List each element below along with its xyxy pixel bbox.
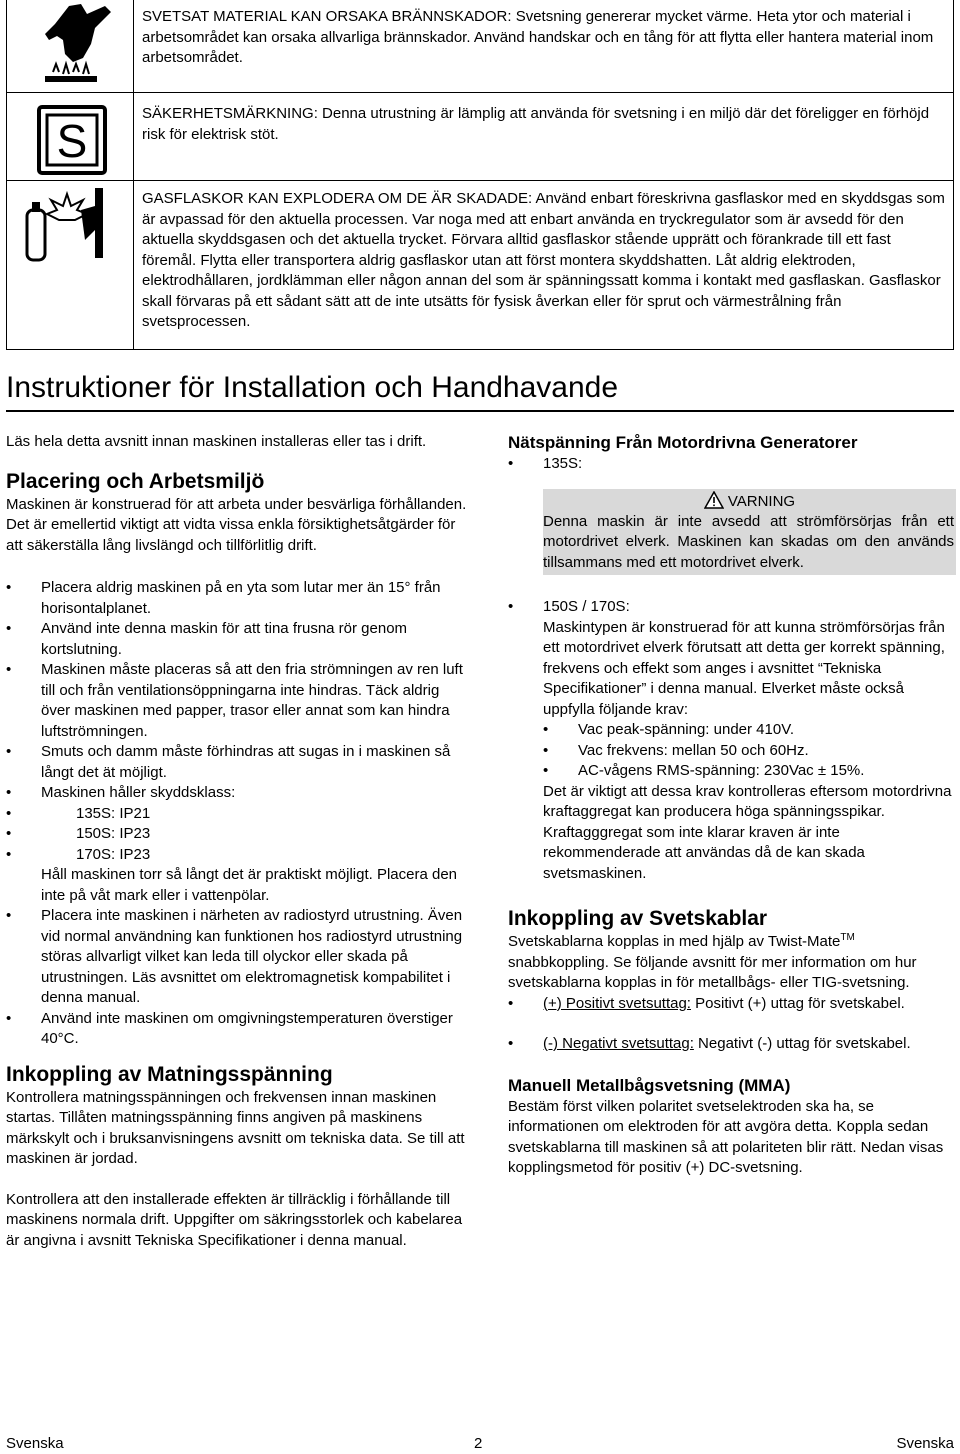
cable-text-a: Svetskablarna kopplas in med hjälp av Twist-Mate xyxy=(508,933,841,950)
safety-row-s-mark xyxy=(7,92,953,181)
list-item-150s-170s xyxy=(508,597,956,884)
safety-text-gas-cylinder: GASFLASKOR KAN EXPLODERA OM DE ÄR SKADADE: Använd enbart föreskrivna gasflaskor med en skyddsgas som är avpassad för den aktuella processen. Var noga med att enbart använda en tryckregulator som är avsedd för den aktuella skyddsgasen och det aktuella trycket. Förvara alltid gasflaskor stående upprätt och förankrade till ett fast föremål. Flytta eller transportera aldrig gasflaskor utan att först montera skyddshatten. Låt aldrig elektroden, elektrodhållaren, jordklämman eller någon annan del som är spänningssatt komma i kontakt med gasflaskan. Gasflaskor skall förvaras på ett sådant sätt att de inte utsätts för fysisk åverkan eller för sprut och värmestrålning från svetsprocessen. xyxy=(142,190,945,330)
footer-language-right: Svenska xyxy=(896,1435,954,1452)
negative-terminal-label: (-) Negativt svetsuttag: xyxy=(543,1035,694,1052)
left-column xyxy=(6,432,468,1251)
protection-class-note: Håll maskinen torr så långt det är praktiskt möjligt. Placera den inte på våt mark eller i vattenpölar. xyxy=(41,866,458,904)
warning-text: Denna maskin är inte avsedd att strömförsörjas från ett motordrivet elverk. Maskinen kan skadas om den används tillsammans med ett motordrivet elverk. xyxy=(543,512,954,571)
list-item: • Placera aldrig maskinen på en yta som lutar mer än 15° från horisontalplanet. xyxy=(6,578,468,619)
positive-terminal-text: Positivt (+) uttag för svetskabel. xyxy=(690,994,905,1012)
generator-heading: Nätspänning Från Motordrivna Generatorer xyxy=(508,433,858,452)
cable-text xyxy=(508,932,956,994)
requirements-list xyxy=(543,720,956,782)
page-number: 2 xyxy=(474,1435,483,1452)
positive-terminal-label: (+) Positivt svetsuttag: xyxy=(543,994,691,1012)
ip-list xyxy=(6,804,468,866)
placement-heading: Placering och Arbetsmiljö xyxy=(6,469,265,493)
protection-class-label: Maskinen håller skyddsklass: xyxy=(41,784,236,801)
gen-after-text: Det är viktigt att dessa krav kontrolleras eftersom motordrivna kraftaggregat kan producera höga spänningsspikar. Kraftagggregat som inte klarar kraven är inte rekommenderade att användas då de kan skada svetsmaskinen. xyxy=(543,782,952,882)
ip-item xyxy=(6,824,468,845)
ip-value: 170S: IP23 xyxy=(76,845,151,863)
cable-text-b: snabbkoppling. Se följande avsnitt för mer information om hur svetskablarna kopplas in för metallbågs- eller TIG-svetsning. xyxy=(508,953,917,991)
gen-150s-text: Maskintypen är konstruerad för att kunna strömförsörjas från ett motordrivet elverk förutsatt att detta ger korrekt spänning, frekvens och effekt som anges i avsnittet “Tekniska Specifikationer” i denna manual. Elverket måste också uppfylla följande krav: xyxy=(543,618,945,718)
ip-item xyxy=(6,804,468,825)
placement-list xyxy=(6,578,468,1050)
warning-box xyxy=(543,489,956,576)
input-text-2: Kontrollera att den installerade effekten är tillräcklig i förhållande till maskinens normala drift. Uppgifter om säkringsstorlek och kabelarea är angivna i avsnitt Tekniska Specifikationer i denna manual. xyxy=(6,1190,463,1249)
placement-text: Maskinen är konstruerad för att arbeta under besvärliga förhållanden. Det är emellertid viktigt att vidta vissa enkla försiktighetsåtgärder för att säkerställa lång livslängd och tillförlitlig drift. xyxy=(6,495,467,554)
requirement-item: • AC-vågens RMS-spänning: 230Vac ± 15%. xyxy=(543,761,956,782)
warning-title: VARNING xyxy=(727,492,796,510)
safety-text-s-mark: SÄKERHETSMÄRKNING: Denna utrustning är lämplig att använda för svetsning i en miljö där det föreligger en förhöjd risk för elektrisk stöt. xyxy=(142,105,930,143)
gas-cylinder-explosion-icon xyxy=(7,180,133,350)
safety-text-hot-material: SVETSAT MATERIAL KAN ORSAKA BRÄNNSKADOR: Svetsning genererar mycket värme. Heta ytor och material i arbetsområdet kan orsaka allvarliga brännskador. Använd handskar och en tång för att flytta eller hantera material inom arbetsområdet. xyxy=(142,8,934,66)
negative-terminal-text: Negativt (-) uttag för svetskabel. xyxy=(693,1035,911,1052)
list-item: • Använd inte maskinen om omgivningstemperaturen överstiger 40°C. xyxy=(6,1009,468,1050)
cable-heading: Inkoppling av Svetskablar xyxy=(508,907,768,930)
safety-row-hot-material xyxy=(7,0,953,93)
page-title: Instruktioner för Installation och Handhavande xyxy=(6,371,619,404)
safety-table xyxy=(6,0,954,350)
input-text-1: Kontrollera matningsspänningen och frekvensen innan maskinen startas. Tillåten matningsspänning finns angiven på maskinens märkskylt och i bruksanvisningens avsnitt om tekniska data. Se till att maskinen är jordad. xyxy=(6,1088,465,1167)
requirement-item: • Vac frekvens: mellan 50 och 60Hz. xyxy=(543,741,956,762)
list-item-protection-class xyxy=(6,783,468,906)
mma-heading: Manuell Metallbågsvetsning (MMA) xyxy=(508,1075,791,1095)
mma-text: Bestäm först vilken polaritet svetselektroden ska ha, se informationen om elektroden för att avgöra detta. Koppla sedan svetskablarna till maskinen så att polariteten blir rätt. Nedan visas kopplingsmetod för positiv (+) DC-svetsning. xyxy=(508,1097,944,1176)
gen-150s-title: • 150S / 170S: xyxy=(543,598,630,615)
list-item: • 135S: xyxy=(508,454,956,475)
warning-triangle-icon xyxy=(704,491,724,509)
terminal-positive xyxy=(508,994,956,1015)
generator-list xyxy=(508,454,956,475)
list-item: • Maskinen måste placeras så att den fria strömningen av ren luft till och från ventilationsöppningarna inte hindras. Täck aldrig över maskinen med papper, trasor eller annat som kan hindra luftströmningen. xyxy=(6,660,468,742)
list-item: • Placera inte maskinen i närheten av radiostyrd utrustning. Även vid normal användning kan funktionen hos radiostyrd utrustning störas allvarligt vilket kan leda till olyckor eller skada på utrustningen. Läs avsnittet om elektromagnetisk kompabilitet i denna manual. xyxy=(6,906,468,1009)
input-heading: Inkoppling av Matningsspänning xyxy=(6,1062,333,1086)
list-item: • Använd inte denna maskin för att tina frusna rör genom kortslutning. xyxy=(6,619,468,660)
requirement-item: • Vac peak-spänning: under 410V. xyxy=(543,720,956,741)
intro-text: Läs hela detta avsnitt innan maskinen installeras eller tas i drift. xyxy=(6,433,427,450)
svg-text:S: S xyxy=(56,115,88,167)
terminal-list xyxy=(508,994,956,1055)
generator-list-2 xyxy=(508,597,956,884)
right-column xyxy=(508,432,956,1179)
ip-value: 150S: IP23 xyxy=(76,825,151,842)
list-item: • Smuts och damm måste förhindras att sugas in i maskinen så långt det ät möjligt. xyxy=(6,742,468,783)
hot-hand-icon xyxy=(7,0,133,92)
terminal-negative xyxy=(508,1034,956,1055)
ip-value: 135S: IP21 xyxy=(76,804,151,822)
warning-header xyxy=(543,489,956,512)
safety-row-gas-cylinder xyxy=(7,180,953,350)
trademark-mark: TM xyxy=(840,932,855,943)
s-mark-icon xyxy=(7,92,133,180)
title-rule xyxy=(6,410,954,412)
footer-language-left: Svenska xyxy=(6,1435,64,1452)
ip-item xyxy=(6,845,468,866)
